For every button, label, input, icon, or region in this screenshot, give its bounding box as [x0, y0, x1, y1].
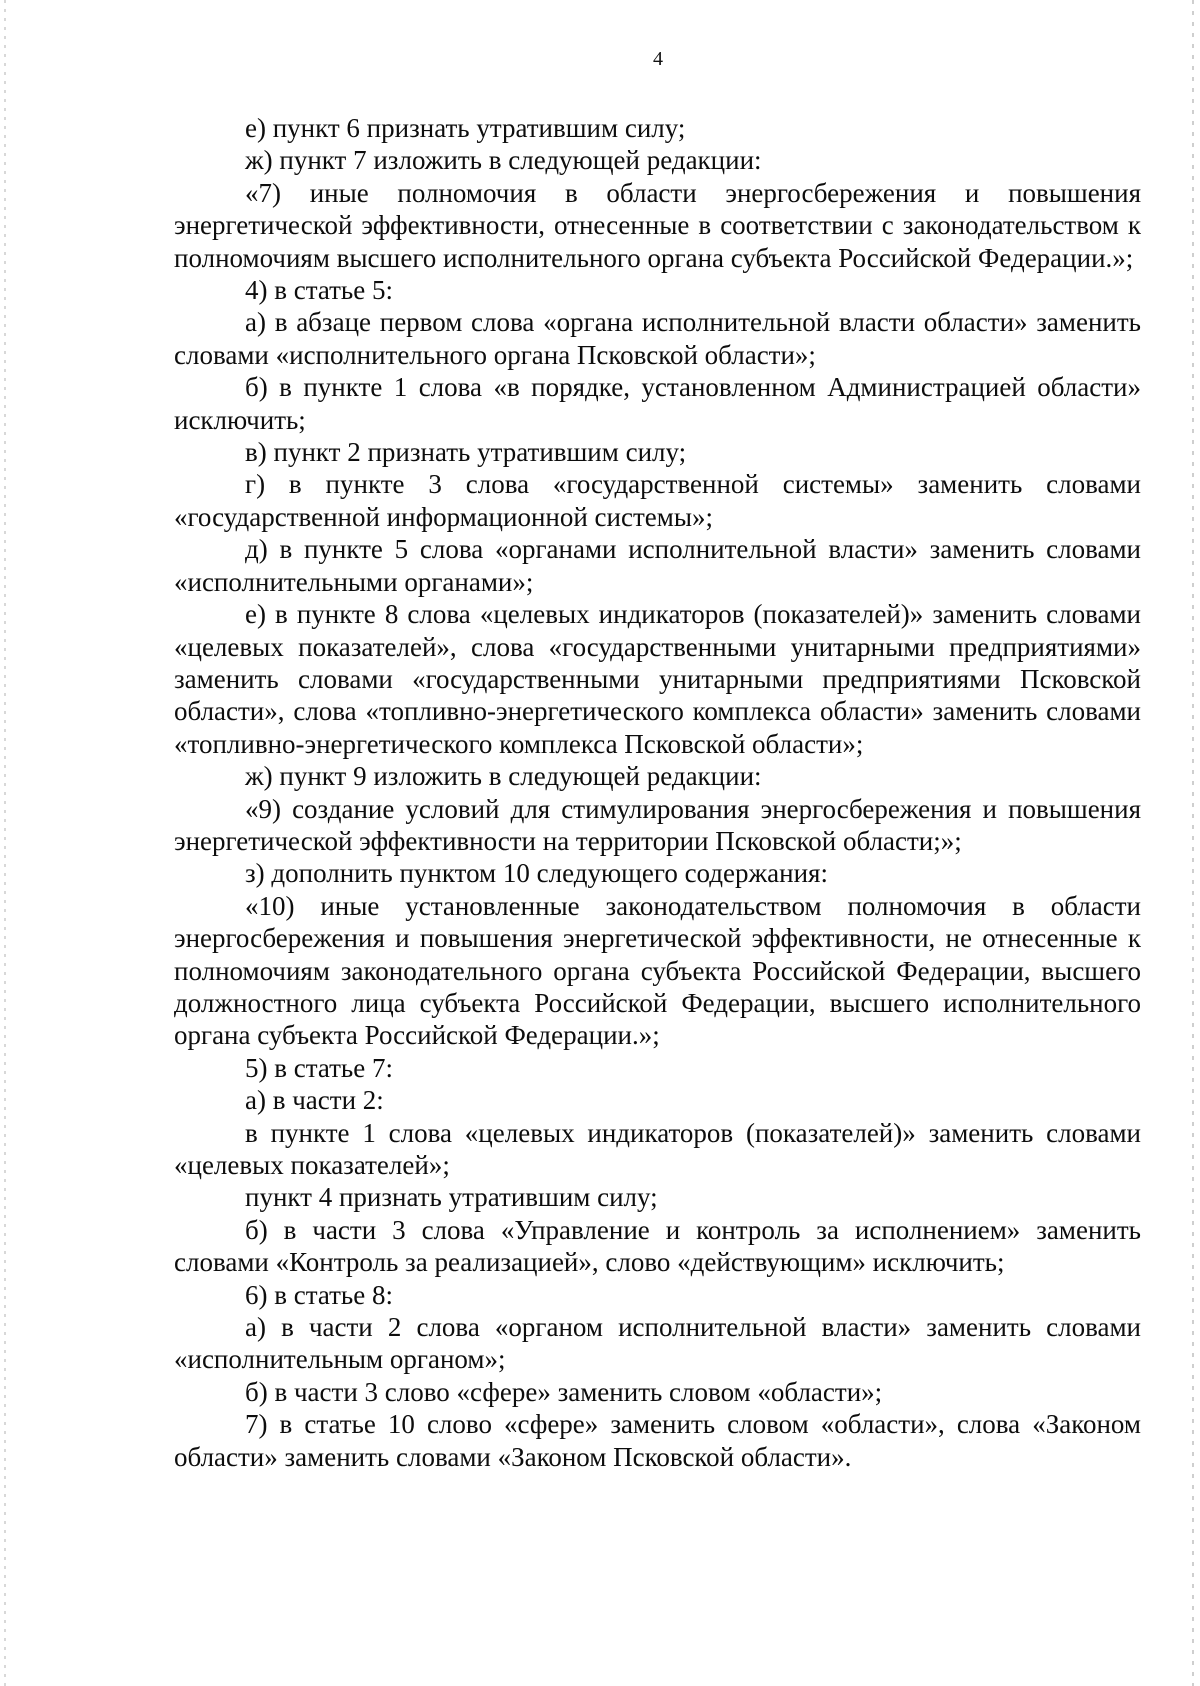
paragraph-7: в) пункт 2 признать утратившим силу;	[245, 437, 687, 468]
paragraph-9: д) в пункте 5 слова «органами исполнительной власти» заменить словами «исполнительными органами»;	[174, 534, 1141, 597]
paragraph-23: 7) в статье 10 слово «сфере» заменить словом «области», слова «Законом области» заменить словами «Законом Псковской области».	[174, 1409, 1141, 1472]
paragraph-22: б) в части 3 слово «сфере» заменить словом «области»;	[245, 1376, 883, 1407]
paragraph-5: а) в абзаце первом слова «органа исполнительной власти области» заменить словами «исполнительного органа Псковской области»;	[174, 307, 1141, 370]
paragraph-19: б) в части 3 слова «Управление и контроль за исполнением» заменить словами «Контроль за реализацией», слово «действующим» исключить;	[174, 1214, 1141, 1278]
paragraph-20: 6) в статье 8:	[245, 1279, 393, 1310]
paragraph-12: «9) создание условий для стимулирования энергосбережения и повышения энергетической эффективности на территории Псковской области;»;	[174, 793, 1141, 856]
paragraph-17: в пункте 1 слова «целевых индикаторов (показателей)» заменить словами «целевых показателей»;	[174, 1117, 1141, 1180]
paragraph-8: г) в пункте 3 слова «государственной системы» заменить словами «государственной информационной системы»;	[174, 469, 1141, 532]
paragraph-13: з) дополнить пунктом 10 следующего содержания:	[245, 858, 828, 889]
paragraph-15: 5) в статье 7:	[245, 1052, 393, 1083]
document-body	[174, 112, 1141, 1473]
paragraph-6: б) в пункте 1 слова «в порядке, установленном Администрацией области» исключить;	[174, 372, 1141, 435]
paragraph-16: а) в части 2:	[245, 1085, 384, 1116]
scan-edge-right	[1192, 0, 1194, 1686]
paragraph-11: ж) пункт 9 изложить в следующей редакции:	[245, 761, 762, 792]
paragraph-21: а) в части 2 слова «органом исполнительной власти» заменить словами «исполнительным органом»;	[174, 1312, 1141, 1375]
paragraph-3: «7) иные полномочия в области энергосбережения и повышения энергетической эффективности, отнесенные в соответствии с законодательством к полномочиям высшего исполнительного органа субъекта Российской Федерации.»;	[174, 177, 1141, 273]
paragraph-18: пункт 4 признать утратившим силу;	[245, 1182, 658, 1213]
scan-edge-left	[4, 0, 6, 1686]
paragraph-1: е) пункт 6 признать утратившим силу;	[245, 113, 686, 143]
paragraph-10: е) в пункте 8 слова «целевых индикаторов (показателей)» заменить словами «целевых показателей», слова «государственными унитарными предприятиями» заменить словами «государственными унитарными предприятиями Псковской области», слова «топливно-энергетического комплекса области» заменить словами «топливно-энергетического комплекса Псковской области»;	[174, 599, 1141, 759]
paragraph-14: «10) иные установленные законодательством полномочия в области энергосбережения и повышения энергетической эффективности, не отнесенные к полномочиям законодательного органа субъекта Российской Федерации, высшего должностного лица субъекта Российской Федерации, высшего исполнительного органа субъекта Российской Федерации.»;	[174, 890, 1141, 1051]
paragraph-4: 4) в статье 5:	[245, 275, 393, 306]
page-number: 4	[653, 48, 663, 70]
paragraph-2: ж) пункт 7 изложить в следующей редакции:	[245, 145, 762, 176]
